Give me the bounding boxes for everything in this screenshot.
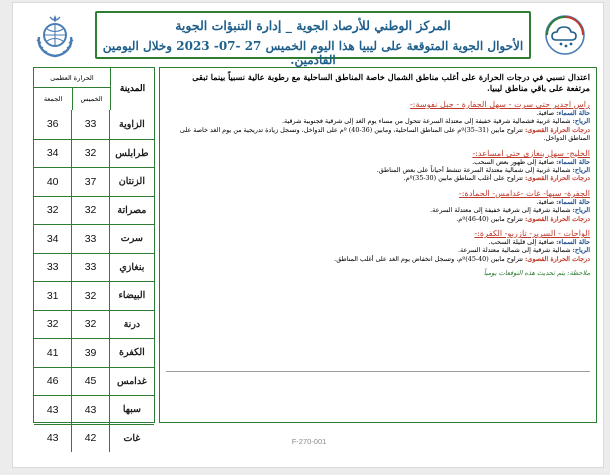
forecast-line: حالة السماء: صافية. [536, 109, 590, 117]
city-name: الزنتان [109, 168, 154, 196]
temp-thursday: 43 [71, 396, 108, 424]
city-name: مصراتة [109, 197, 154, 225]
forecast-line: حالة السماء: صافية إلى قليلة السحب. [488, 238, 590, 247]
temp-friday: 32 [46, 204, 59, 217]
table-row [34, 139, 154, 168]
temp-friday: 31 [46, 289, 59, 302]
header-box [95, 11, 531, 67]
temp-friday: 34 [46, 232, 59, 245]
city-name: الكفرة [109, 339, 154, 367]
forecast-line: الرياح: شمالية غربية فشمالية شرقية خفيفة إلى معتدلة السرعة تتحول من مساء يوم الغد إلى شرقية فجنوبية شرقية. [281, 117, 590, 126]
temp-thursday: 42 [71, 425, 108, 453]
temp-friday: 33 [46, 261, 59, 274]
table-row [34, 167, 154, 196]
bulletin-page [12, 2, 604, 468]
city-name: الزاوية [109, 110, 154, 139]
temp-thursday: 32 [71, 140, 108, 168]
city-name: البيضاء [109, 282, 154, 310]
temp-thursday: 39 [71, 339, 108, 367]
forecast-line: درجات الحرارة القصوى: تتراوح مابين (40-45)ºم، وتسجل انخفاض يوم الغد على أغلب المناطق. [334, 254, 590, 263]
temp-friday: 41 [46, 346, 59, 359]
forecast-line: درجات الحرارة القصوى: تتراوح مابين (40-46)ºم. [456, 214, 590, 223]
forecast-line: الرياح: شمالية شرقية إلى شمالية معتدلة السرعة. [458, 246, 590, 255]
forecast-line: درجات الحرارة القصوى: تتراوح مابين (31–35)ºم على المناطق الساحلية، ومابين (36-40) ºم على الدواخل، وتسجل زيادة تدريجية من يوم الغد خاصة على المناطق الدواخل. [179, 125, 590, 143]
temp-friday: 36 [46, 118, 59, 131]
section-title: راس اجدير حتى سرت - سهل الجفارة - جبل نفوسة:- [410, 99, 590, 109]
table-row [34, 196, 154, 225]
table-row [34, 253, 154, 282]
temp-thursday: 32 [71, 311, 108, 339]
temp-thursday: 33 [71, 254, 108, 282]
weather-logo [543, 13, 587, 57]
forecast-section [166, 148, 590, 183]
table-row [34, 281, 154, 310]
temp-friday: 43 [46, 403, 59, 416]
table-row [34, 310, 154, 339]
header-subtitle: الأحوال الجوية المتوقعة على ليبيا هذا اليوم الخميس 27 -07- 2023 وخلال اليومين القادمين. [102, 39, 524, 67]
table-row [34, 395, 154, 424]
temp-thursday: 32 [71, 197, 108, 225]
header-max-temp: الحرارة العظمى [34, 68, 110, 88]
header-city: المدينة [110, 68, 154, 110]
temp-thursday: 37 [71, 168, 108, 196]
temp-thursday: 33 [71, 225, 108, 253]
form-code: F-270-001 [291, 437, 327, 446]
city-name: طرابلس [109, 140, 154, 168]
city-name: غدامس [109, 368, 154, 396]
temp-friday: 32 [46, 318, 59, 331]
forecast-section [166, 99, 590, 143]
table-row [34, 367, 154, 396]
header-thursday: الخميس [72, 88, 110, 110]
wmo-logo [33, 13, 77, 59]
forecast-intro: اعتدال نسبي في درجات الحرارة على أغلب مناطق الشمال خاصة المناطق الساحلية مع رطوبة عالية نسبياً بينما تبقى مرتفعة على باقي مناطق ليبيا. [192, 72, 590, 93]
section-title: الخليج- سهل بنغازي حتى امساعد:- [472, 147, 590, 158]
temp-thursday: 33 [71, 110, 108, 139]
temp-friday: 40 [46, 175, 59, 188]
temperature-table [33, 67, 155, 445]
table-header [34, 68, 154, 110]
temp-friday: 43 [46, 432, 59, 445]
temp-friday: 34 [46, 147, 59, 160]
forecast-line: حالة السماء: صافية. [536, 197, 590, 206]
forecast-panel [159, 67, 597, 423]
section-title: الواحات - السرير- تازربو- الكفرة:- [474, 228, 590, 239]
section-title: الجفرة- سبها- غات -غدامس- الحمادة:- [459, 187, 590, 198]
header-title: المركز الوطني للأرصاد الجوية _ إدارة التنبؤات الجوية [175, 18, 451, 33]
forecast-section [166, 188, 590, 223]
table-body [34, 110, 154, 452]
update-note: ملاحظة: يتم تحديث هذه التوقعات يومياً [483, 269, 590, 278]
city-name: سرت [109, 225, 154, 253]
table-row [34, 338, 154, 367]
table-row [34, 110, 154, 139]
forecast-line: الرياح: شمالية شرقية إلى شرقية خفيفة إلى معتدلة السرعة. [430, 206, 590, 215]
temp-thursday: 32 [71, 282, 108, 310]
temp-friday: 46 [46, 375, 59, 388]
forecast-content [166, 72, 590, 372]
city-name: غات [109, 425, 154, 453]
forecast-line: الرياح: شمالية غربية إلى شمالية معتدلة السرعة تنشط أحياناً على بعض المناطق. [376, 166, 590, 175]
temp-thursday: 45 [71, 368, 108, 396]
forecast-line: حالة السماء: صافية إلى ظهور بعض السحب. [472, 157, 590, 166]
city-name: سبها [109, 396, 154, 424]
city-name: بنغازي [109, 254, 154, 282]
forecast-section [166, 228, 590, 263]
header-friday: الجمعة [43, 95, 63, 103]
table-row [34, 224, 154, 253]
city-name: درنة [109, 311, 154, 339]
forecast-line: درجات الحرارة القصوى: تتراوح على أغلب المناطق مابين (30-35)ºم. [403, 174, 590, 183]
